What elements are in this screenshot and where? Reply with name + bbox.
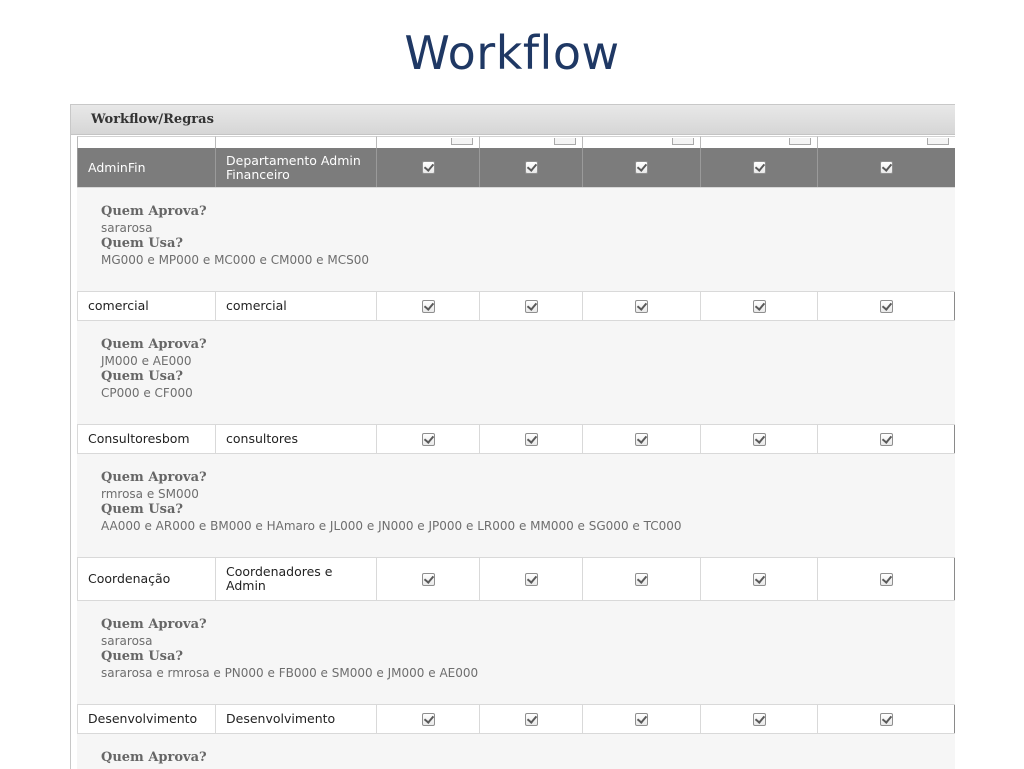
quem-usa-label: Quem Usa? <box>101 369 184 384</box>
permission-checkbox[interactable] <box>525 433 538 446</box>
filter-icon[interactable] <box>789 138 811 145</box>
quem-usa-label: Quem Usa? <box>101 502 184 517</box>
slide-title: Workflow <box>404 26 620 80</box>
approvers-value: JM000 e AE000 <box>101 354 192 368</box>
table-row[interactable] <box>77 705 955 734</box>
rule-description: Desenvolvimento <box>215 705 376 733</box>
rule-description: Departamento Admin Financeiro <box>215 148 376 187</box>
permission-checkbox[interactable] <box>880 713 893 726</box>
permission-checkbox[interactable] <box>753 161 766 174</box>
rule-detail <box>77 321 955 425</box>
column-header-filter[interactable] <box>700 136 817 148</box>
permission-checkbox[interactable] <box>880 300 893 313</box>
rule-detail <box>77 188 955 292</box>
quem-aprova-label: Quem Aprova? <box>101 337 207 352</box>
permission-checkbox[interactable] <box>635 433 648 446</box>
quem-usa-label: Quem Usa? <box>101 236 184 251</box>
rule-name: Consultoresbom <box>77 425 215 453</box>
rule-detail <box>77 601 955 705</box>
quem-aprova-label: Quem Aprova? <box>101 470 207 485</box>
rule-description: consultores <box>215 425 376 453</box>
permission-checkbox[interactable] <box>422 713 435 726</box>
approvers-value: sararosa <box>101 221 153 235</box>
permission-checkbox[interactable] <box>525 300 538 313</box>
column-header-filter[interactable] <box>479 136 582 148</box>
permission-checkbox[interactable] <box>525 573 538 586</box>
users-value: AA000 e AR000 e BM000 e HAmaro e JL000 e JN000 e JP000 e LR000 e MM000 e SG000 e TC000 <box>101 519 682 533</box>
filter-icon[interactable] <box>451 138 473 145</box>
column-header-filter[interactable] <box>817 136 955 148</box>
filter-icon[interactable] <box>672 138 694 145</box>
quem-aprova-label: Quem Aprova? <box>101 617 207 632</box>
permission-checkbox[interactable] <box>753 713 766 726</box>
permission-checkbox[interactable] <box>422 433 435 446</box>
quem-aprova-label: Quem Aprova? <box>101 750 207 765</box>
permission-checkbox[interactable] <box>753 433 766 446</box>
permission-checkbox[interactable] <box>880 433 893 446</box>
table-row[interactable] <box>77 292 955 321</box>
table-row[interactable] <box>77 148 955 188</box>
users-value: CP000 e CF000 <box>101 386 193 400</box>
table-row[interactable] <box>77 425 955 454</box>
rule-name: AdminFin <box>77 148 215 187</box>
permission-checkbox[interactable] <box>753 300 766 313</box>
rule-description: comercial <box>215 292 376 320</box>
users-value: MG000 e MP000 e MC000 e CM000 e MCS00 <box>101 253 369 267</box>
users-value: sararosa e rmrosa e PN000 e FB000 e SM000 e JM000 e AE000 <box>101 666 479 680</box>
permission-checkbox[interactable] <box>525 713 538 726</box>
rules-table <box>77 136 955 769</box>
quem-aprova-label: Quem Aprova? <box>101 204 207 219</box>
rule-name: Coordenação <box>77 558 215 600</box>
filter-icon[interactable] <box>554 138 576 145</box>
rule-detail <box>77 454 955 558</box>
filter-icon[interactable] <box>927 138 949 145</box>
permission-checkbox[interactable] <box>753 573 766 586</box>
column-header-row <box>77 136 955 148</box>
workflow-panel <box>70 104 955 769</box>
permission-checkbox[interactable] <box>635 161 648 174</box>
column-header-filter[interactable] <box>582 136 700 148</box>
column-header[interactable] <box>77 136 215 148</box>
panel-title: Workflow/Regras <box>71 105 955 135</box>
permission-checkbox[interactable] <box>635 300 648 313</box>
permission-checkbox[interactable] <box>880 161 893 174</box>
permission-checkbox[interactable] <box>422 573 435 586</box>
rule-detail <box>77 734 955 769</box>
permission-checkbox[interactable] <box>635 713 648 726</box>
permission-checkbox[interactable] <box>880 573 893 586</box>
quem-usa-label: Quem Usa? <box>101 649 184 664</box>
permission-checkbox[interactable] <box>525 161 538 174</box>
table-row[interactable] <box>77 558 955 601</box>
rule-description: Coordenadores e Admin <box>215 558 376 600</box>
permission-checkbox[interactable] <box>635 573 648 586</box>
rule-name: Desenvolvimento <box>77 705 215 733</box>
approvers-value: sararosa <box>101 634 153 648</box>
rule-name: comercial <box>77 292 215 320</box>
column-header[interactable] <box>215 136 376 148</box>
approvers-value: rmrosa e SM000 <box>101 487 199 501</box>
column-header-filter[interactable] <box>376 136 479 148</box>
permission-checkbox[interactable] <box>422 300 435 313</box>
permission-checkbox[interactable] <box>422 161 435 174</box>
